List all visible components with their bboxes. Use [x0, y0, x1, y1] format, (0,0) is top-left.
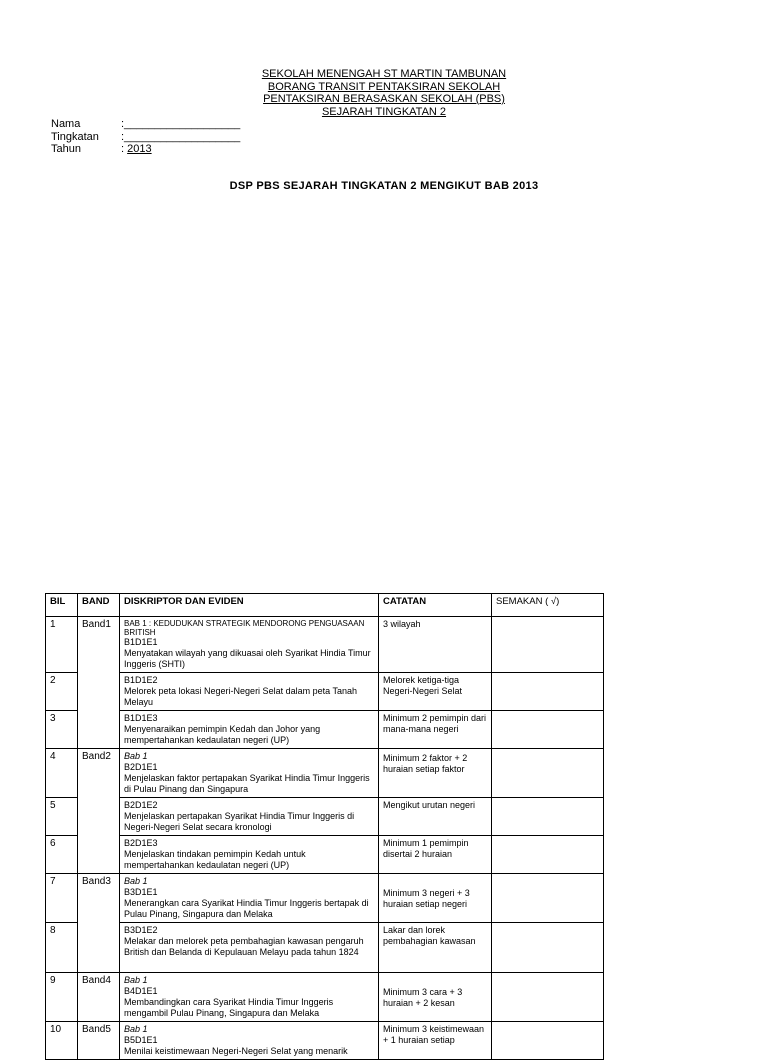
row-catatan: Minimum 3 negeri + 3 huraian setiap negeri	[379, 874, 492, 923]
evidence-code: B1D1E2	[124, 675, 158, 685]
evidence-description: Menyenaraikan pemimpin Kedah dan Johor yang mempertahankan kedaulatan negeri (UP)	[124, 724, 321, 745]
evidence-description: Menjelaskan faktor pertapakan Syarikat Hindia Timur Inggeris di Pulau Pinang dan Singapura	[124, 773, 370, 794]
row-band: Band1	[78, 617, 120, 673]
row-diskriptor	[120, 1022, 379, 1060]
col-semakan-header: SEMAKAN ( √)	[492, 594, 604, 617]
chapter-label: Bab 1	[124, 876, 148, 886]
evidence-description: Menilai keistimewaan Negeri-Negeri Selat yang menarik	[124, 1046, 348, 1056]
row-diskriptor	[120, 923, 379, 973]
row-diskriptor	[120, 874, 379, 923]
evidence-description: Menerangkan cara Syarikat Hindia Timur Inggeris bertapak di Pulau Pinang, Singapura dan Melaka	[124, 898, 369, 919]
row-bil: 6	[46, 836, 78, 874]
row-semakan-checkbox[interactable]	[492, 749, 604, 798]
evidence-description: Menyatakan wilayah yang dikuasai oleh Syarikat Hindia Timur Inggeris (SHTI)	[124, 648, 371, 669]
evidence-code: B2D1E2	[124, 800, 158, 810]
evidence-code: B3D1E1	[124, 887, 158, 897]
row-band	[78, 836, 120, 874]
school-name: SEKOLAH MENENGAH ST MARTIN TAMBUNAN	[261, 68, 507, 80]
row-diskriptor	[120, 617, 379, 673]
table-row	[46, 836, 604, 874]
table-row	[46, 973, 604, 1022]
table-header-row	[46, 594, 604, 617]
table-row	[46, 711, 604, 749]
chapter-label: Bab 1	[124, 1024, 148, 1034]
row-bil: 3	[46, 711, 78, 749]
table-row	[46, 874, 604, 923]
row-band	[78, 673, 120, 711]
row-bil: 1	[46, 617, 78, 673]
evidence-description: Membandingkan cara Syarikat Hindia Timur Inggeris mengambil Pulau Pinang, Singapura dan Melaka	[124, 997, 334, 1018]
evidence-code: B1D1E1	[124, 637, 158, 647]
nama-label: Nama	[51, 118, 81, 130]
evidence-code: B3D1E2	[124, 925, 158, 935]
evidence-code: B4D1E1	[124, 986, 158, 996]
row-diskriptor	[120, 711, 379, 749]
table-row	[46, 673, 604, 711]
row-semakan-checkbox[interactable]	[492, 836, 604, 874]
row-semakan-checkbox[interactable]	[492, 673, 604, 711]
row-band: Band5	[78, 1022, 120, 1060]
row-band	[78, 923, 120, 973]
row-band: Band2	[78, 749, 120, 798]
row-band	[78, 798, 120, 836]
row-diskriptor	[120, 673, 379, 711]
row-catatan: Minimum 2 faktor + 2 huraian setiap faktor	[379, 749, 492, 798]
evidence-code: B2D1E3	[124, 838, 158, 848]
evidence-code: B1D1E3	[124, 713, 158, 723]
col-band-header: BAND	[78, 594, 120, 617]
evidence-code: B2D1E1	[124, 762, 158, 772]
chapter-label: Bab 1	[124, 751, 148, 761]
row-semakan-checkbox[interactable]	[492, 1022, 604, 1060]
table-row	[46, 798, 604, 836]
table-row	[46, 923, 604, 973]
row-bil: 5	[46, 798, 78, 836]
evidence-description: Melakar dan melorek peta pembahagian kawasan pengaruh British dan Belanda di Kepulauan Melayu pada tahun 1824	[124, 936, 364, 957]
row-bil: 4	[46, 749, 78, 798]
evidence-code: B5D1E1	[124, 1035, 158, 1045]
document-title: DSP PBS SEJARAH TINGKATAN 2 MENGIKUT BAB 2013	[229, 180, 539, 192]
row-catatan: Lakar dan lorek pembahagian kawasan	[379, 923, 492, 973]
tahun-label: Tahun	[51, 143, 81, 155]
row-band: Band4	[78, 973, 120, 1022]
row-catatan: Minimum 3 cara + 3 huraian + 2 kesan	[379, 973, 492, 1022]
subject-title: SEJARAH TINGKATAN 2	[321, 105, 447, 118]
row-semakan-checkbox[interactable]	[492, 973, 604, 1022]
col-diskriptor-header: DISKRIPTOR DAN EVIDEN	[120, 594, 379, 617]
col-bil-header: BIL	[46, 594, 78, 617]
row-catatan: Melorek ketiga-tiga Negeri-Negeri Selat	[379, 673, 492, 711]
tingkatan-field: :___________________	[121, 130, 241, 143]
row-diskriptor	[120, 798, 379, 836]
table-row	[46, 749, 604, 798]
row-semakan-checkbox[interactable]	[492, 711, 604, 749]
row-bil: 10	[46, 1022, 78, 1060]
row-semakan-checkbox[interactable]	[492, 617, 604, 673]
student-info	[51, 118, 240, 156]
row-bil: 7	[46, 874, 78, 923]
row-semakan-checkbox[interactable]	[492, 798, 604, 836]
row-bil: 2	[46, 673, 78, 711]
row-bil: 8	[46, 923, 78, 973]
evidence-description: Melorek peta lokasi Negeri-Negeri Selat dalam peta Tanah Melayu	[124, 686, 357, 707]
tingkatan-label: Tingkatan	[51, 130, 99, 143]
chapter-label: Bab 1	[124, 975, 148, 985]
form-title: BORANG TRANSIT PENTAKSIRAN SEKOLAH	[267, 80, 501, 93]
row-catatan: 3 wilayah	[379, 617, 492, 673]
nama-field: :___________________	[121, 118, 241, 130]
row-catatan: Minimum 2 pemimpin dari mana-mana negeri	[379, 711, 492, 749]
row-semakan-checkbox[interactable]	[492, 923, 604, 973]
chapter-label: BAB 1 : KEDUDUKAN STRATEGIK MENDORONG PENGUASAAN BRITISH	[124, 619, 365, 637]
tahun-separator: :	[121, 143, 128, 155]
row-semakan-checkbox[interactable]	[492, 874, 604, 923]
col-catatan-header: CATATAN	[379, 594, 492, 617]
dsp-table	[45, 593, 604, 1060]
row-band: Band3	[78, 874, 120, 923]
row-catatan: Minimum 1 pemimpin disertai 2 huraian	[379, 836, 492, 874]
row-diskriptor	[120, 973, 379, 1022]
table-row	[46, 1022, 604, 1060]
row-diskriptor	[120, 836, 379, 874]
evidence-description: Menjelaskan tindakan pemimpin Kedah untuk mempertahankan kedaulatan negeri (UP)	[124, 849, 306, 870]
tahun-field: 2013	[127, 143, 152, 155]
row-bil: 9	[46, 973, 78, 1022]
row-catatan: Mengikut urutan negeri	[379, 798, 492, 836]
assessment-title: PENTAKSIRAN BERASASKAN SEKOLAH (PBS)	[263, 93, 505, 105]
document-header	[0, 68, 768, 118]
row-band	[78, 711, 120, 749]
table-row	[46, 617, 604, 673]
evidence-description: Menjelaskan pertapakan Syarikat Hindia Timur Inggeris di Negeri-Negeri Selat secara kronologi	[124, 811, 355, 832]
row-catatan: Minimum 3 keistimewaan + 1 huraian setiap	[379, 1022, 492, 1060]
row-diskriptor	[120, 749, 379, 798]
